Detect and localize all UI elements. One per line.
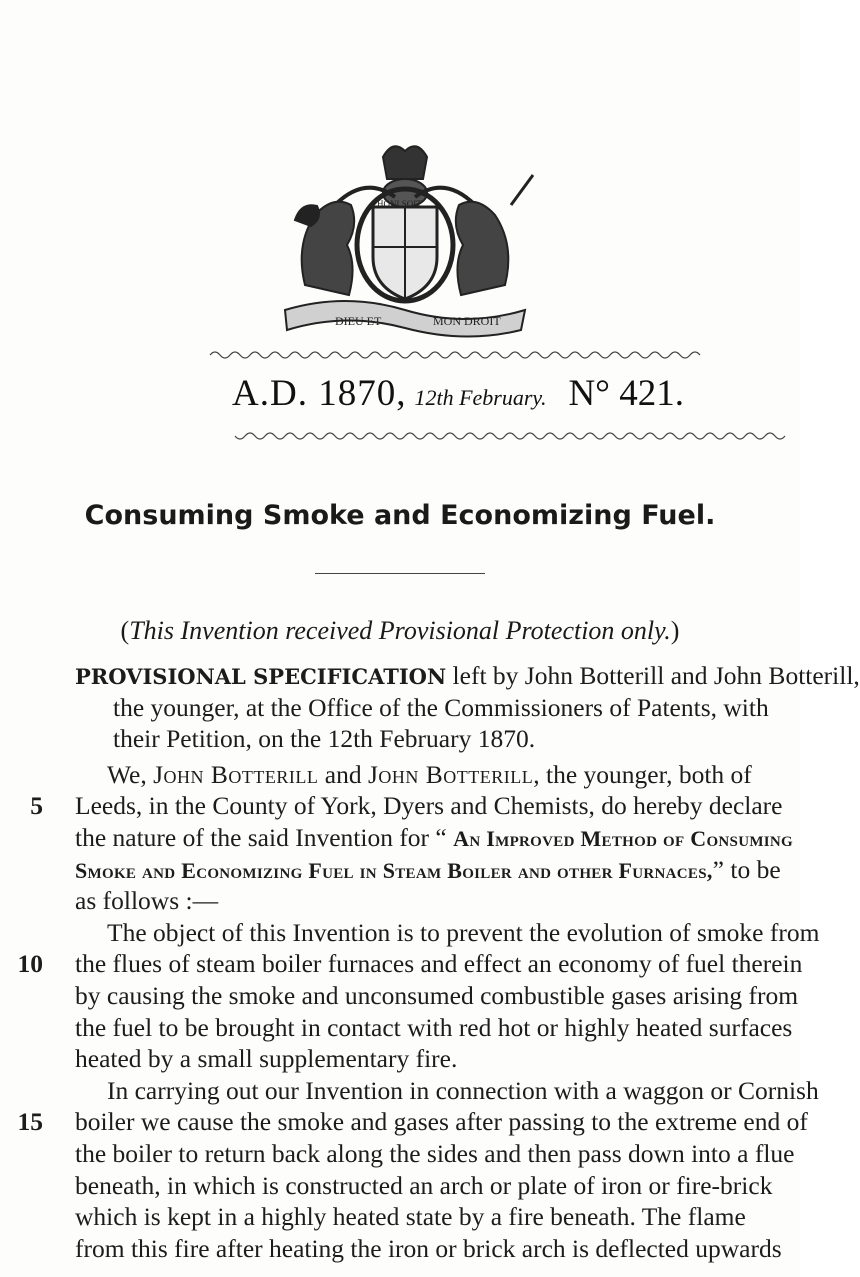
para1-line3-pre: the nature of the said Invention for “	[75, 822, 454, 852]
note-open-paren: (	[120, 616, 130, 645]
para1-line	[75, 759, 790, 791]
motto-left: DIEU ET	[335, 314, 382, 328]
invention-title-part: An Improved Method of Consuming	[453, 825, 794, 851]
and-text: and	[318, 759, 368, 789]
spec-line	[75, 660, 860, 692]
inventor-name: John Botterill	[367, 759, 534, 789]
para3-line: the boiler to return back along the sides and then pass down into a flue	[75, 1138, 795, 1168]
para3-line: which is kept in a highly heated state by a fire beneath. The flame	[75, 1202, 746, 1232]
we-text: We,	[107, 759, 154, 789]
line-number: 5	[30, 791, 43, 821]
wavy-rule-bottom	[235, 430, 790, 444]
year-label: A.D. 1870,	[232, 373, 407, 414]
note-close-paren: )	[670, 616, 680, 645]
patent-number: N° 421.	[568, 373, 684, 414]
royal-coat-of-arms	[265, 135, 545, 335]
para3-line: In carrying out our Invention in connection with a waggon or Cornish	[107, 1075, 819, 1105]
document-title: Consuming Smoke and Economizing Fuel.	[84, 500, 716, 531]
wavy-rule-top	[210, 346, 810, 360]
date-label: 12th February.	[414, 385, 547, 410]
invention-title-part: Smoke and Economizing Fuel in Steam Boiler and other Furnaces,	[75, 857, 713, 883]
para2-line	[17, 948, 803, 980]
para1-line	[30, 790, 790, 822]
para3-line	[17, 1106, 808, 1138]
para1-line: as follows :—	[75, 886, 219, 916]
spec-line1-text: left by John Botterill and John Botterill,	[446, 661, 860, 690]
para1-line1-rest: , the younger, both of	[533, 759, 752, 789]
motto-right: MON DROIT	[433, 314, 501, 328]
title-divider	[315, 573, 485, 574]
para3-line: from this fire after heating the iron or brick arch is deflected upwards	[75, 1233, 782, 1263]
spec-line: their Petition, on the 12th February 1870.	[113, 724, 536, 754]
para2-line: heated by a small supplementary fire.	[75, 1044, 458, 1074]
inventor-name: John Botterill	[153, 759, 319, 789]
para3-line-text: boiler we cause the smoke and gases after passing to the extreme end of	[75, 1107, 808, 1137]
provisional-note	[0, 616, 800, 646]
para2-line: by causing the smoke and unconsumed combustible gases arising from	[75, 980, 799, 1010]
line-number: 15	[17, 1107, 43, 1137]
para2-line-text: the flues of steam boiler furnaces and effect an economy of fuel therein	[75, 949, 803, 979]
para1-line	[75, 854, 790, 886]
note-text: This Invention received Provisional Protection only.	[129, 616, 671, 645]
para3-line: beneath, in which is constructed an arch or plate of iron or fire-brick	[75, 1170, 773, 1200]
para2-line: The object of this Invention is to prevent the evolution of smoke from	[107, 917, 820, 947]
garter-text: HONI SOIT	[377, 199, 422, 209]
para1-line2-text: Leeds, in the County of York, Dyers and Chemists, do hereby declare	[75, 791, 783, 821]
para2-line: the fuel to be brought in contact with red hot or highly heated surfaces	[75, 1012, 793, 1042]
body-text	[17, 660, 860, 1264]
spec-line: the younger, at the Office of the Commissioners of Patents, with	[113, 692, 769, 722]
patent-header	[232, 372, 772, 422]
para1-line4-post: ” to be	[712, 854, 781, 884]
para1-line	[75, 822, 794, 854]
line-number: 10	[17, 949, 43, 979]
spec-heading: PROVISIONAL SPECIFICATION	[75, 664, 447, 689]
